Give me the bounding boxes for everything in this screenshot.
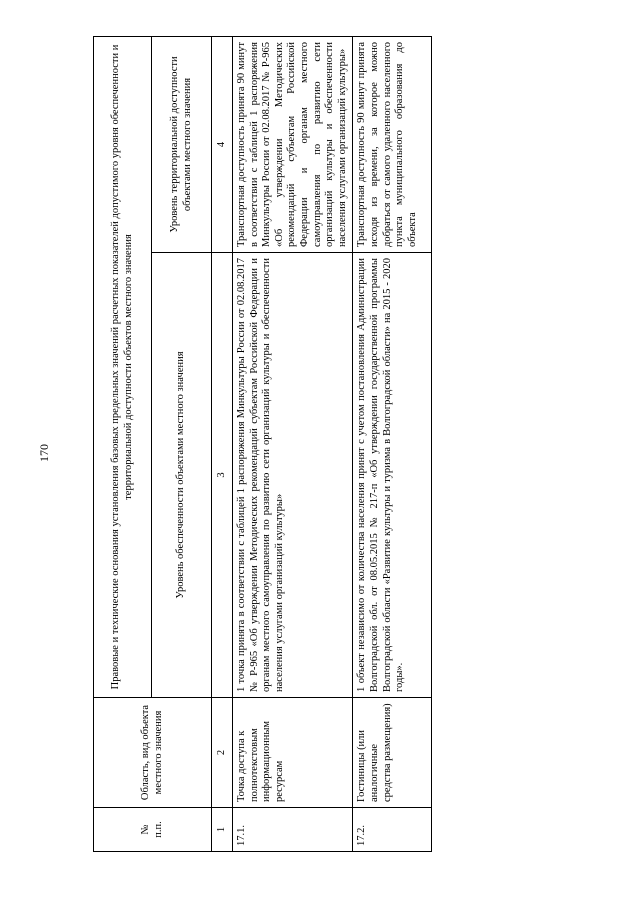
- row-provision: 1 точка принята в соответствии с таблицей 1 распоряжения Минкультуры России от 02.08.2017 № Р-965 «Об утверждении Методических рекомендаций субъектам Российской Федерации и органам местного самоуправления по развитию сети организаций культуры и обеспеченности населения услугами организаций культуры»: [233, 253, 353, 698]
- column-number: 3: [212, 253, 233, 698]
- column-number: 4: [212, 37, 233, 253]
- row-access: Транспортная доступность принята 90 минут в соответствии с таблицей 1 распоряжения Минкультуры России от 02.08.2017 № Р-965 «Об утверждении Методических рекомендаций субъектам Российской Федерации и органам местного самоуправления по развитию сети организаций культуры и обеспеченности населения услугами организаций культуры»: [233, 37, 353, 253]
- row-access: Транспортная доступность 90 минут принята исходя из времени, за которое можно добраться от самого удаленного населенного пункта муниципального образования до объекта: [353, 37, 432, 253]
- table-row: [233, 37, 353, 852]
- standards-table: [93, 36, 432, 852]
- row-number: 17.1.: [233, 808, 353, 852]
- row-area: Гостиницы (или аналогичные средства размещения): [353, 698, 432, 808]
- table-row: [353, 37, 432, 852]
- table-frame: [93, 37, 418, 852]
- table-rotator: [93, 37, 418, 852]
- header-number: № п.п.: [94, 808, 212, 852]
- column-number: 1: [212, 808, 233, 852]
- header-area: Область, вид объекта местного значения: [94, 698, 212, 808]
- column-number: 2: [212, 698, 233, 808]
- header-group: Правовые и технические основания установления базовых предельных значений расчетных показателей допустимого уровня обеспеченности и территориальной доступности объектов местного значения: [94, 37, 152, 698]
- row-number: 17.2.: [353, 808, 432, 852]
- row-provision: 1 объект независимо от количества населения принят с учетом постановления Администрации Волгоградской обл. от 08.05.2015 № 217-п «Об утверждении государственной программы Волгоградской области «Развитие культуры и туризма в Волгоградской области» на 2015 - 2020 годы».: [353, 253, 432, 698]
- page-number: 170: [37, 444, 51, 462]
- column-number-row: [212, 37, 233, 852]
- header-access: Уровень территориальной доступности объектами местного значения: [152, 37, 212, 253]
- row-area: Точка доступа к полнотекстовым информационным ресурсам: [233, 698, 353, 808]
- header-provision: Уровень обеспеченности объектами местного значения: [152, 253, 212, 698]
